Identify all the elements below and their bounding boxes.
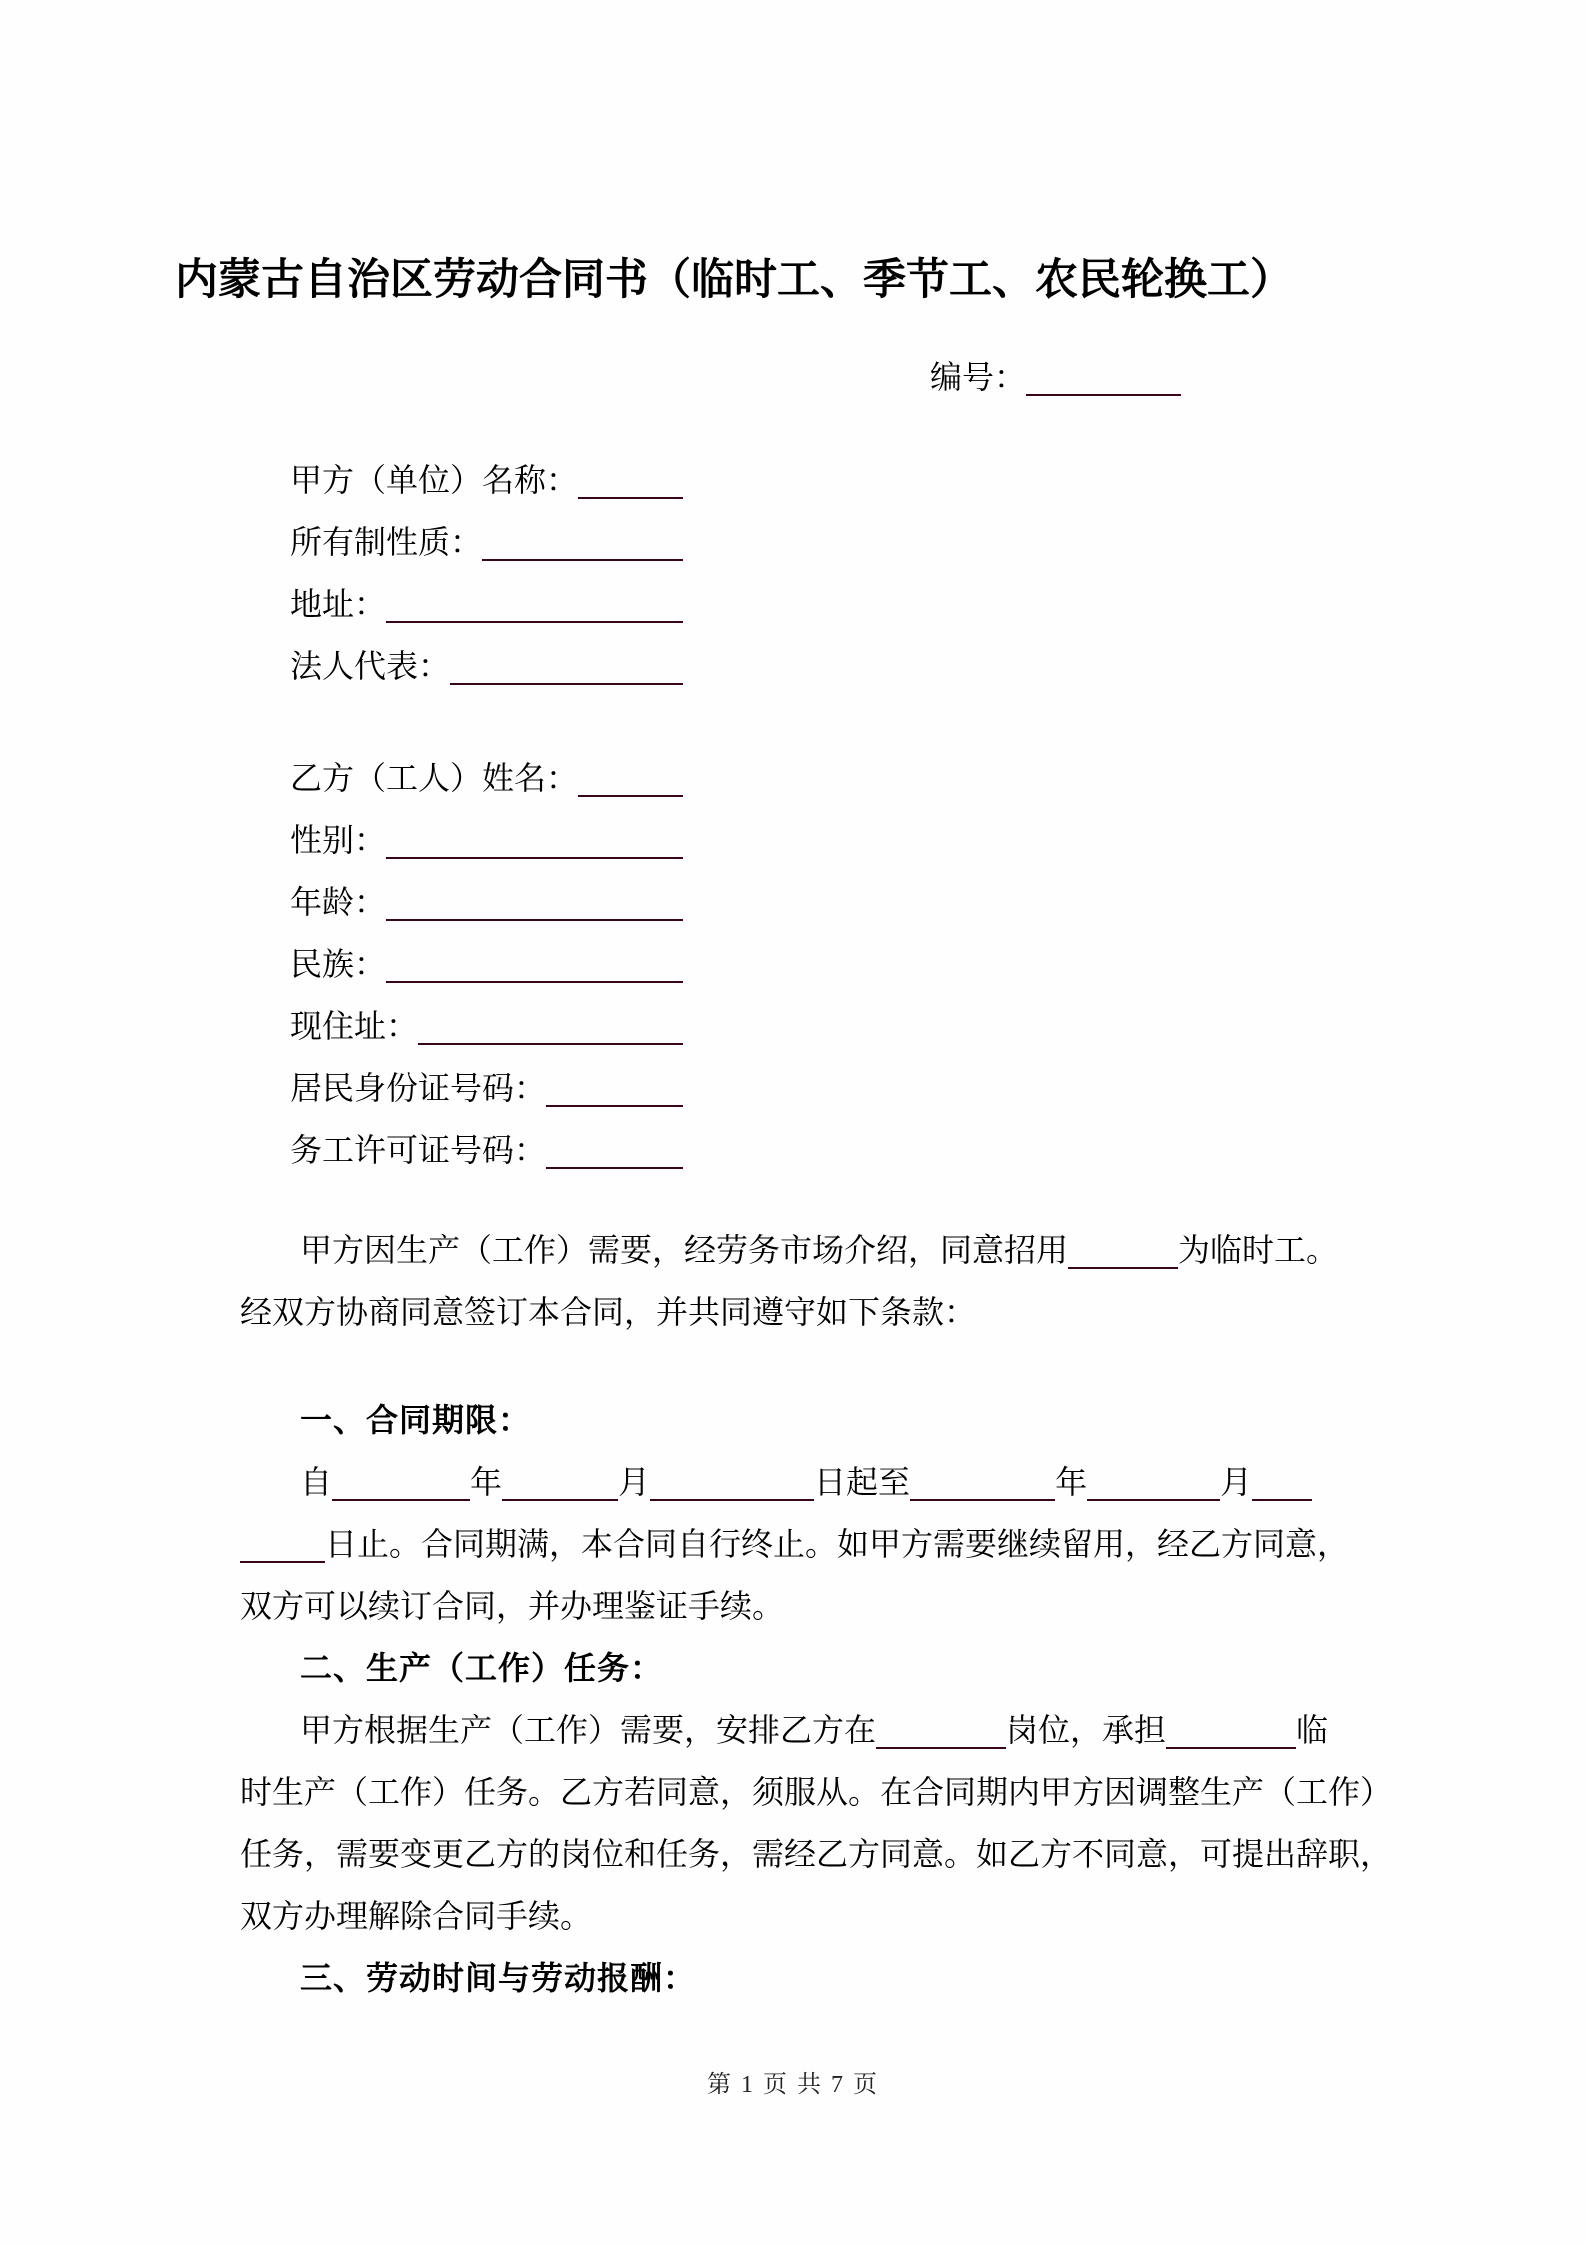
party-b-field-row-3: [290, 933, 683, 995]
text-segment: 一、合同期限：: [300, 1402, 532, 1438]
text-segment: 日止。合同期满，本合同自行终止。如甲方需要继续留用，经乙方同意，: [325, 1526, 1350, 1562]
party-b-field-row-5: [290, 1057, 683, 1119]
party-a-field-row-0: [290, 449, 683, 511]
field-label: 务工许可证号码：: [290, 1132, 547, 1168]
term-line-2: [240, 1513, 1460, 1575]
intro-line-2: [240, 1281, 1460, 1343]
serial-number-blank[interactable]: [1026, 394, 1181, 396]
party-b-field-row-0: [290, 747, 683, 809]
party-b-field-row-2: [290, 871, 683, 933]
field-label: 年龄：: [290, 884, 387, 920]
inline-blank[interactable]: [240, 1561, 325, 1563]
task-line-3: [240, 1823, 1460, 1885]
field-label: 居民身份证号码：: [290, 1070, 547, 1106]
party-b-field-row-6: [290, 1119, 683, 1181]
field-label: 法人代表：: [290, 648, 451, 684]
field-label: 甲方（单位）名称：: [290, 462, 579, 498]
field-label: 乙方（工人）姓名：: [290, 760, 579, 796]
task-line-2: [240, 1761, 1460, 1823]
field-blank[interactable]: [386, 871, 683, 921]
text-segment: 自: [300, 1464, 333, 1500]
task-line-4: [240, 1885, 1460, 1947]
text-segment: 二、生产（工作）任务：: [300, 1650, 664, 1686]
section-3-heading: [240, 1947, 1460, 2009]
party-a-field-row-1: [290, 511, 683, 573]
text-segment: 任务，需要变更乙方的岗位和任务，需经乙方同意。如乙方不同意，可提出辞职，: [240, 1836, 1393, 1872]
inline-blank[interactable]: [650, 1499, 814, 1501]
field-blank[interactable]: [386, 573, 683, 623]
party-b-field-row-4: [290, 995, 683, 1057]
inline-blank[interactable]: [1087, 1499, 1220, 1501]
section-1-heading: [240, 1389, 1460, 1451]
text-segment: 月: [618, 1464, 651, 1500]
page-number-text: 第 1 页 共 7 页: [707, 2072, 879, 2098]
section-2-heading: [240, 1637, 1460, 1699]
field-blank[interactable]: [386, 933, 683, 983]
inline-blank[interactable]: [1252, 1499, 1312, 1501]
inline-blank[interactable]: [1068, 1267, 1178, 1269]
text-segment: 为临时工。: [1178, 1232, 1339, 1268]
party-b-fields: [290, 747, 683, 1181]
task-line-1: [240, 1699, 1460, 1761]
text-segment: 年: [1055, 1464, 1088, 1500]
text-segment: 经双方协商同意签订本合同，并共同遵守如下条款：: [240, 1294, 977, 1330]
field-blank[interactable]: [450, 635, 683, 685]
text-segment: 甲方根据生产（工作）需要，安排乙方在: [300, 1712, 877, 1748]
term-line-1: [240, 1451, 1460, 1513]
field-blank[interactable]: [578, 747, 683, 797]
inline-blank[interactable]: [910, 1499, 1055, 1501]
text-segment: 三、劳动时间与劳动报酬：: [300, 1960, 697, 1996]
inline-blank[interactable]: [502, 1499, 618, 1501]
inline-blank[interactable]: [1166, 1747, 1296, 1749]
text-segment: 月: [1220, 1464, 1253, 1500]
party-a-field-row-2: [290, 573, 683, 635]
text-segment: 临: [1296, 1712, 1329, 1748]
party-a-fields: [290, 449, 683, 697]
field-blank[interactable]: [578, 449, 683, 499]
intro-line-1: [240, 1219, 1460, 1281]
text-segment: 双方办理解除合同手续。: [240, 1898, 593, 1934]
text-segment: 双方可以续订合同，并办理鉴证手续。: [240, 1588, 785, 1624]
text-segment: 时生产（工作）任务。乙方若同意，须服从。在合同期内甲方因调整生产（工作）: [240, 1774, 1393, 1810]
document-title: 内蒙古自治区劳动合同书（临时工、季节工、农民轮换工）: [175, 256, 1293, 304]
text-segment: 甲方因生产（工作）需要，经劳务市场介绍，同意招用: [300, 1232, 1069, 1268]
text-segment: 年: [470, 1464, 503, 1500]
field-blank[interactable]: [546, 1119, 683, 1169]
field-label: 所有制性质：: [290, 524, 483, 560]
field-label: 现住址：: [290, 1008, 419, 1044]
field-label: 地址：: [290, 586, 387, 622]
serial-number-label: 编号：: [930, 359, 1027, 395]
field-blank[interactable]: [418, 995, 683, 1045]
field-blank[interactable]: [386, 809, 683, 859]
text-segment: 日起至: [814, 1464, 911, 1500]
serial-number-row: [930, 346, 1181, 408]
inline-blank[interactable]: [876, 1747, 1006, 1749]
term-line-3: [240, 1575, 1460, 1637]
contract-body: [240, 1219, 1460, 2009]
field-blank[interactable]: [482, 511, 683, 561]
field-label: 民族：: [290, 946, 387, 982]
field-blank[interactable]: [546, 1057, 683, 1107]
page-footer: [0, 2070, 1586, 2100]
party-a-field-row-3: [290, 635, 683, 697]
inline-blank[interactable]: [332, 1499, 470, 1501]
text-segment: 岗位，承担: [1006, 1712, 1167, 1748]
field-label: 性别：: [290, 822, 387, 858]
party-b-field-row-1: [290, 809, 683, 871]
